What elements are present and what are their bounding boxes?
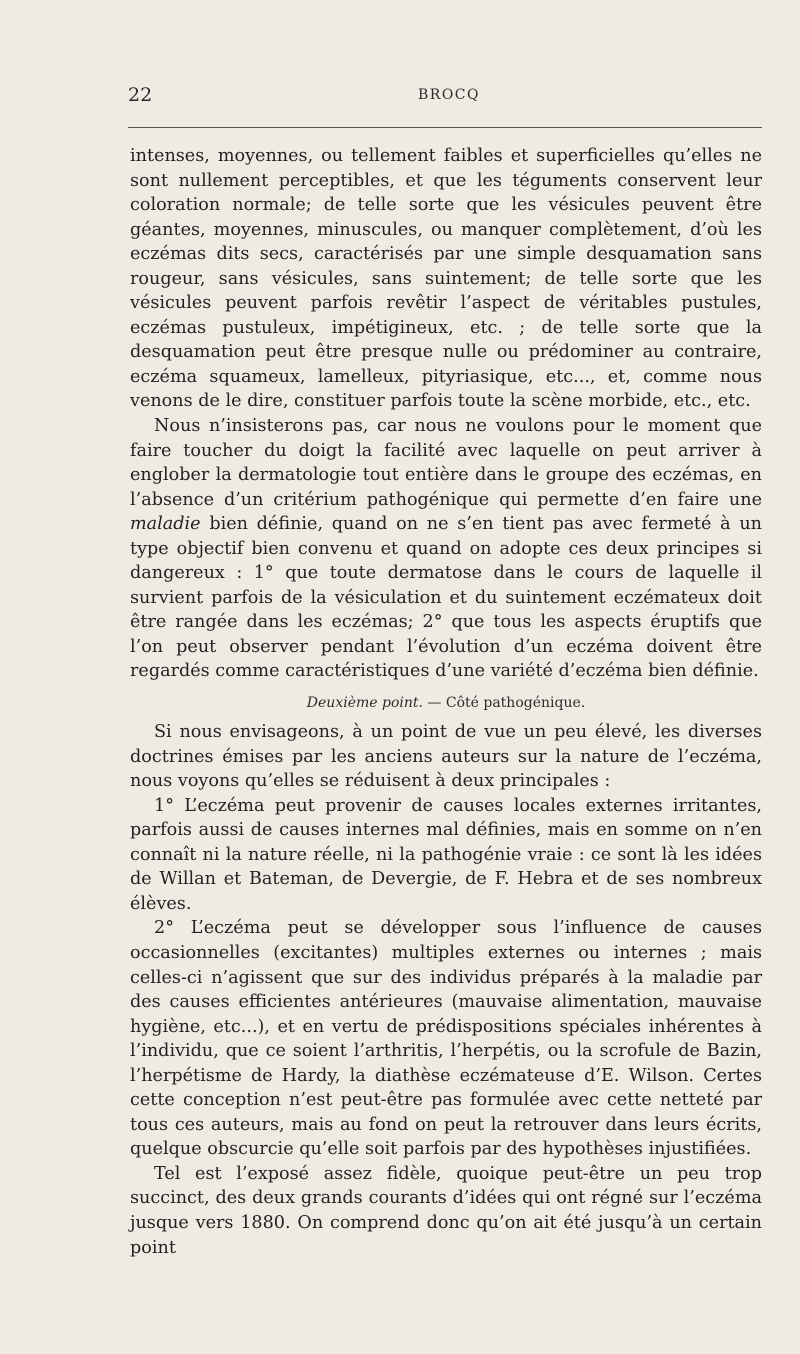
paragraph-2 bbox=[130, 414, 762, 684]
paragraph-3: Si nous envisageons, à un point de vue un peu élevé, les diverses doctrines émises par les anciens auteurs sur la nature de l’eczéma, nous voyons qu’elles se réduisent à deux principales : bbox=[130, 722, 762, 792]
paragraph-2-italic: maladie bbox=[130, 514, 201, 535]
header-rule bbox=[128, 127, 762, 128]
page-number: 22 bbox=[128, 84, 153, 106]
paragraph-4: 1° L’eczéma peut provenir de causes locales externes irritantes, parfois aussi de causes internes mal définies, mais en somme on n’en connaît ni la nature réelle, ni la pathogénie vraie : ce sont là les idées de Willan et Bateman, de Devergie, de F. Hebra et de ses nombreux élèves. bbox=[130, 795, 762, 914]
paragraph-2-text-a: Nous n’insisterons pas, car nous ne voulons pour le moment que faire toucher du doigt la facilité avec laquelle on peut arriver à englober la dermatologie tout entière dans le groupe des eczémas, en l’absence d’un critérium pathogénique qui permette d’en faire une bbox=[130, 416, 762, 510]
section-heading-italic: Deuxième point. bbox=[306, 695, 423, 712]
section-heading-dash: — bbox=[422, 695, 446, 712]
paragraph-5: 2° L’eczéma peut se développer sous l’influence de causes occasionnelles (excitantes) multiples externes ou internes ; mais celles-ci n’agissent que sur des individus préparés à la maladie par des causes efficientes antérieures (mauvaise alimentation, mauvaise hygiène, etc...), et en vertu de prédispositions spéciales inhérentes à l’individu, que ce soient l’arthritis, l’herpétis, ou la scrofule de Bazin, l’herpétisme de Hardy, la diathèse eczémateuse d’E. Wilson. Certes cette conception n’est peut-être pas formulée avec cette netteté par tous ces auteurs, mais au fond on peut la retrouver dans leurs écrits, quelque obscurcie qu’elle soit parfois par des hypothèses injustifiées. bbox=[130, 918, 762, 1160]
section-heading-title: Côté pathogénique. bbox=[445, 695, 586, 712]
running-head: BROCQ bbox=[418, 87, 480, 103]
page-header bbox=[128, 84, 764, 108]
body-text bbox=[130, 144, 762, 1260]
paragraph-6: Tel est l’exposé assez fidèle, quoique peut-être un peu trop succinct, des deux grands courants d’idées qui ont régné sur l’eczéma jusque vers 1880. On comprend donc qu’on ait été jusqu’à un certain point bbox=[130, 1163, 762, 1258]
paragraph-2-text-b: bien définie, quand on ne s’en tient pas avec fermeté à un type objectif bien convenu et quand on adopte ces deux principes si dangereux : 1° que toute dermatose dans le cours de laquelle il survient parfois de la vésiculation et du suintement eczémateux doit être rangée dans les eczémas; 2° que tous les aspects éruptifs que l’on peut observer pendant l’évolution d’un eczéma doivent être regardés comme caractéristiques d’une variété d’eczéma bien définie. bbox=[130, 514, 762, 682]
paragraph-1: intenses, moyennes, ou tellement faibles et superficielles qu’elles ne sont nullement perceptibles, et que les téguments conservent leur coloration normale; de telle sorte que les vésicules peuvent être géantes, moyennes, minuscules, ou manquer complètement, d’où les eczémas dits secs, caractérisés par une simple desquamation sans rougeur, sans vésicules, sans suintement; de telle sorte que les vésicules peuvent parfois revêtir l’aspect de véritables pustules, eczémas pustuleux, impétigineux, etc. ; de telle sorte que la desquamation peut être presque nulle ou prédominer au contraire, eczéma squameux, lamelleux, pityriasique, etc..., et, comme nous venons de le dire, constituer parfois toute la scène morbide, etc., etc. bbox=[130, 146, 762, 412]
section-heading bbox=[130, 693, 762, 713]
